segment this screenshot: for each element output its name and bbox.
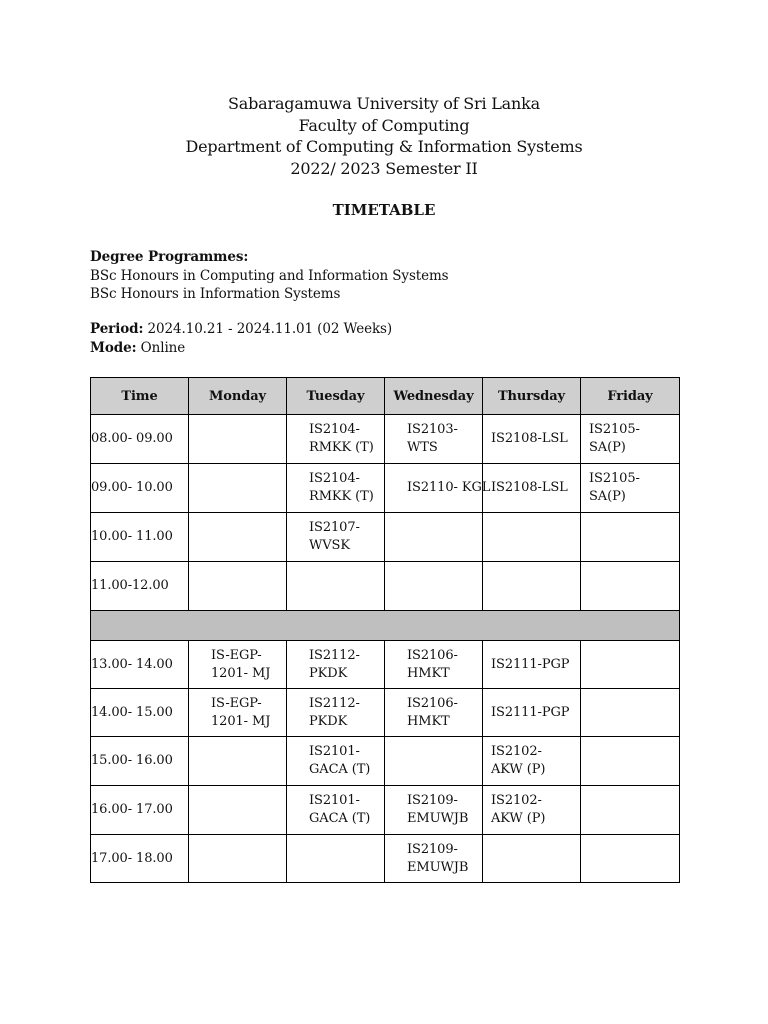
course-text: 1201- MJ: [211, 713, 271, 729]
column-header-wednesday: Wednesday: [385, 378, 483, 415]
course-text: IS2105-: [589, 422, 640, 437]
course-text: IS2106-: [407, 695, 458, 711]
slot-monday: [189, 562, 287, 611]
slot-thursday: [483, 835, 581, 883]
course-text: HMKT: [407, 665, 450, 681]
slot-tuesday: [287, 737, 385, 786]
slot-wednesday: [385, 464, 491, 513]
slot-friday: [581, 513, 680, 562]
slot-wednesday: [385, 562, 483, 611]
course-text: SA(P): [589, 440, 626, 455]
time-slot-cell: 09.00- 10.00: [91, 464, 189, 513]
course-text: IS2104-: [309, 422, 360, 437]
course-text: IS2111-PGP: [491, 656, 570, 672]
course-text: IS2112-: [309, 647, 360, 663]
timetable-row: [91, 513, 680, 562]
course-text: GACA (T): [309, 762, 371, 777]
degree-programmes-label: Degree Programmes:: [90, 249, 249, 265]
timetable-title: TIMETABLE: [332, 201, 436, 219]
course-text: AKW (P): [491, 811, 546, 826]
semester-label: 2022/ 2023 Semester II: [290, 158, 478, 178]
degree-programme-item: BSc Honours in Computing and Information Systems: [90, 267, 449, 284]
course-text: PKDK: [309, 665, 348, 681]
time-slot-cell: 11.00-12.00: [91, 562, 189, 611]
department-name: Department of Computing & Information Systems: [185, 137, 583, 156]
course-text: IS2107-: [309, 520, 360, 535]
timetable-table: [90, 377, 680, 883]
column-header-thursday: Thursday: [483, 378, 581, 415]
slot-friday: [581, 562, 680, 611]
timetable-row: [91, 641, 680, 689]
course-text: IS-EGP-: [211, 647, 262, 663]
period-line: [90, 320, 392, 339]
course-text: IS2102-: [491, 793, 542, 808]
course-text: IS2102-: [491, 744, 542, 759]
timetable-row: [91, 737, 680, 786]
timetable-row: [91, 786, 680, 835]
slot-thursday: [483, 415, 581, 464]
faculty-name: Faculty of Computing: [298, 115, 470, 135]
course-text: IS2103-: [407, 422, 458, 437]
slot-tuesday: [287, 513, 385, 562]
course-text: HMKT: [407, 713, 450, 729]
slot-friday: [581, 786, 680, 835]
slot-wednesday: [385, 689, 483, 737]
mode-line: [90, 339, 392, 358]
course-text: 1201- MJ: [211, 665, 271, 681]
course-text: IS2109-: [407, 793, 458, 808]
column-header-tuesday: Tuesday: [287, 378, 385, 415]
course-text: IS2111-PGP: [491, 704, 570, 720]
slot-monday: [189, 513, 287, 562]
course-text: GACA (T): [309, 811, 371, 826]
document-header: [0, 93, 768, 179]
slot-wednesday: [385, 786, 483, 835]
timetable-body: [91, 415, 680, 883]
slot-tuesday: [287, 689, 385, 737]
course-text: IS2108-LSL: [491, 431, 568, 446]
slot-wednesday: [385, 415, 483, 464]
slot-wednesday: [385, 737, 483, 786]
time-slot-cell: 15.00- 16.00: [91, 737, 189, 786]
course-text: IS2105-: [589, 471, 640, 486]
column-header-friday: Friday: [581, 378, 680, 415]
break-cell: [91, 611, 680, 641]
time-slot-cell: 16.00- 17.00: [91, 786, 189, 835]
timetable-row: [91, 562, 680, 611]
time-slot-cell: 17.00- 18.00: [91, 835, 189, 883]
slot-tuesday: [287, 786, 385, 835]
slot-monday: [189, 641, 287, 689]
timetable-row: [91, 835, 680, 883]
slot-tuesday: [287, 641, 385, 689]
course-text: IS2101-: [309, 744, 360, 759]
course-text: EMUWJB: [407, 811, 469, 826]
slot-monday: [189, 786, 287, 835]
timetable-row: [91, 464, 680, 513]
course-text: RMKK (T): [309, 440, 374, 455]
time-slot-cell: 08.00- 09.00: [91, 415, 189, 464]
course-text: SA(P): [589, 489, 626, 504]
slot-tuesday: [287, 562, 385, 611]
slot-tuesday: [287, 464, 385, 513]
course-text: WTS: [407, 440, 438, 455]
university-name: Sabaragamuwa University of Sri Lanka: [228, 94, 540, 113]
header-row: [91, 378, 680, 415]
slot-monday: [189, 464, 287, 513]
slot-monday: [189, 415, 287, 464]
slot-friday: [581, 835, 680, 883]
slot-thursday: [483, 464, 581, 513]
mode-value: Online: [136, 339, 186, 356]
slot-tuesday: [287, 835, 385, 883]
slot-thursday: [483, 513, 581, 562]
slot-monday: [189, 737, 287, 786]
slot-wednesday: [385, 513, 483, 562]
slot-thursday: [483, 689, 581, 737]
course-text: RMKK (T): [309, 489, 374, 504]
mode-label: Mode:: [90, 339, 137, 356]
slot-wednesday: [385, 641, 483, 689]
course-text: IS2104-: [309, 471, 360, 486]
course-text: IS2112-: [309, 695, 360, 711]
time-slot-cell: 13.00- 14.00: [91, 641, 189, 689]
slot-friday: [581, 641, 680, 689]
slot-thursday: [483, 562, 581, 611]
slot-thursday: [483, 641, 581, 689]
course-text: IS2108-LSL: [491, 480, 568, 495]
slot-friday: [581, 415, 680, 464]
slot-thursday: [483, 786, 581, 835]
period-label: Period:: [90, 321, 144, 337]
course-text: PKDK: [309, 713, 348, 729]
time-slot-cell: 10.00- 11.00: [91, 513, 189, 562]
degree-programme-item: BSc Honours in Information Systems: [90, 286, 341, 302]
period-mode-block: [90, 320, 392, 357]
slot-friday: [581, 689, 680, 737]
course-text: IS2110- KGL: [407, 480, 491, 495]
course-text: IS2109-: [407, 841, 458, 857]
slot-thursday: [483, 737, 581, 786]
slot-friday: [581, 737, 680, 786]
timetable-row: [91, 415, 680, 464]
course-text: WVSK: [309, 538, 350, 553]
column-header-time: Time: [91, 378, 189, 415]
slot-monday: [189, 689, 287, 737]
period-value: 2024.10.21 - 2024.11.01 (02 Weeks): [143, 321, 393, 337]
course-text: IS2106-: [407, 647, 458, 663]
column-header-monday: Monday: [189, 378, 287, 415]
slot-monday: [189, 835, 287, 883]
slot-wednesday: [385, 835, 483, 883]
slot-tuesday: [287, 415, 385, 464]
degree-programmes: [90, 248, 449, 304]
slot-friday: [581, 464, 680, 513]
course-text: IS2101-: [309, 793, 360, 808]
course-text: IS-EGP-: [211, 695, 262, 711]
time-slot-cell: 14.00- 15.00: [91, 689, 189, 737]
timetable-header: [91, 378, 680, 415]
break-row: [91, 611, 680, 641]
course-text: EMUWJB: [407, 859, 469, 875]
course-text: AKW (P): [491, 762, 546, 777]
timetable-row: [91, 689, 680, 737]
